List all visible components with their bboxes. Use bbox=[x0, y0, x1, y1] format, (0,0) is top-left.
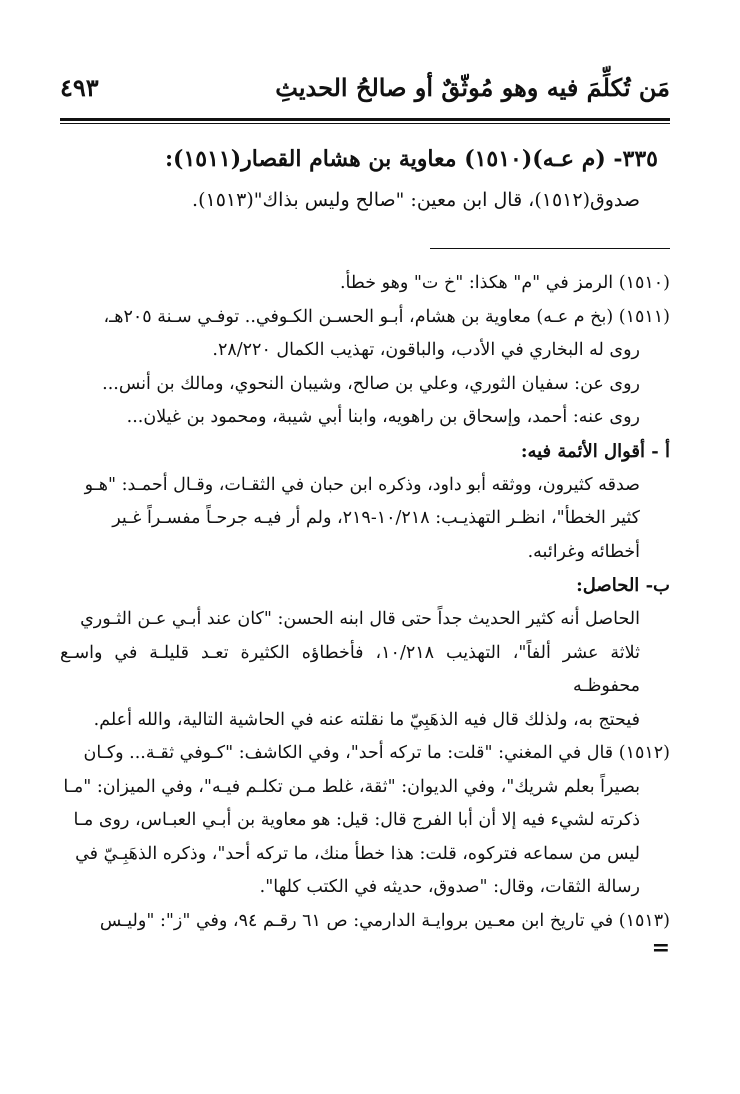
continuation-mark: = bbox=[651, 935, 670, 961]
footnote-line: ثلاثة عشر ألفاً"، التهذيب ١٠/٢١٨، فأخطاؤه الكثيرة تعـد قليلـة في واسـع محفوظـه bbox=[60, 642, 640, 696]
footnote-line: فيحتج به، ولذلك قال فيه الذهَبِيّ ما نقلته عنه في الحاشية التالية، والله أعلم. bbox=[93, 709, 640, 730]
footnote-line: بصيراً بعلم شريك"، وفي الديوان: "ثقة، غلط مـن تكلـم فيـه"، وفي الميزان: "مـا bbox=[63, 776, 640, 797]
header-rule bbox=[60, 118, 670, 121]
header-rule-thin bbox=[60, 123, 670, 124]
page-header bbox=[60, 70, 670, 110]
subheading-result: ب- الحاصل: bbox=[576, 575, 670, 596]
footnote-line: أخطائه وغرائبه. bbox=[527, 541, 640, 562]
footnote-line: ليس من سماعه فتركوه، قلت: هذا خطأ منك، ما تركه أحد"، وذكره الذهَبِـيّ في bbox=[75, 843, 640, 864]
entry-body: صدوق(١٥١٢)، قال ابن معين: "صالح وليس بذاك"(١٥١٣). bbox=[192, 189, 640, 211]
footnote-line: ذكرته لشيء فيه إلا أن أبا الفرج قال: قيل: هو معاوية بن أبـي العبـاس، روى مـا bbox=[73, 810, 640, 830]
footnote-line: (١٥١٠) الرمز في "م" هكذا: "خ ت" وهو خطأ. bbox=[339, 273, 670, 293]
footnote-line: روى له البخاري في الأدب، والباقون، تهذيب الكمال ٢٨/٢٢٠. bbox=[212, 340, 640, 360]
entry-heading: ٣٣٥- (م عـه)(١٥١٠) معاوية بن هشام القصار(١٥١١): bbox=[164, 146, 658, 172]
footnote-line: (١٥١٢) قال في المغني: "قلت: ما تركه أحد"، وفي الكاشف: "كـوفي ثقـة... وكـان bbox=[83, 743, 670, 763]
footnotes bbox=[60, 267, 670, 961]
footnote-line: (١٥١٣) في تاريخ ابن معـين بروايـة الدارمي: ص ٦١ رقـم ٩٤، وفي "ز": "وليـس bbox=[99, 910, 670, 931]
footnote-line: صدقه كثيرون، ووثقه أبو داود، وذكره ابن حبان في الثقـات، وقـال أحمـد: "هـو bbox=[84, 474, 640, 495]
footnote-line: كثير الخطأ"، انظـر التهذيـب: ١٠/٢١٨-٢١٩، ولم أر فيـه جرحـاً مفسـراً غـير bbox=[112, 508, 640, 528]
subheading-opinions: أ - أقوال الأئمة فيه: bbox=[520, 440, 670, 462]
footnote-line: روى عنه: أحمد، وإسحاق بن راهويه، وابنا أبي شيبة، ومحمود بن غيلان... bbox=[126, 407, 640, 427]
running-title: مَن تُكلِّمَ فيه وهو مُوثّقٌ أو صالحُ الحديثِ bbox=[275, 73, 670, 102]
footnote-line: روى عن: سفيان الثوري، وعلي بن صالح، وشيبان النحوي، ومالك بن أنس... bbox=[102, 373, 640, 394]
footnote-line: رسالة الثقات، وقال: "صدوق، حديثه في الكتب كلها". bbox=[259, 877, 640, 897]
footnote-separator bbox=[430, 248, 670, 249]
footnote-line: الحاصل أنه كثير الحديث جداً حتى قال ابنه الحسن: "كان عند أبـي عـن الثـوري bbox=[80, 609, 640, 629]
page-number: ٤٩٣ bbox=[60, 73, 99, 102]
document-page bbox=[60, 70, 670, 961]
footnote-line: (١٥١١) (بخ م عـه) معاوية بن هشام، أبـو الحسـن الكـوفي.. توفـي سـنة ٢٠٥هـ، bbox=[103, 306, 670, 327]
